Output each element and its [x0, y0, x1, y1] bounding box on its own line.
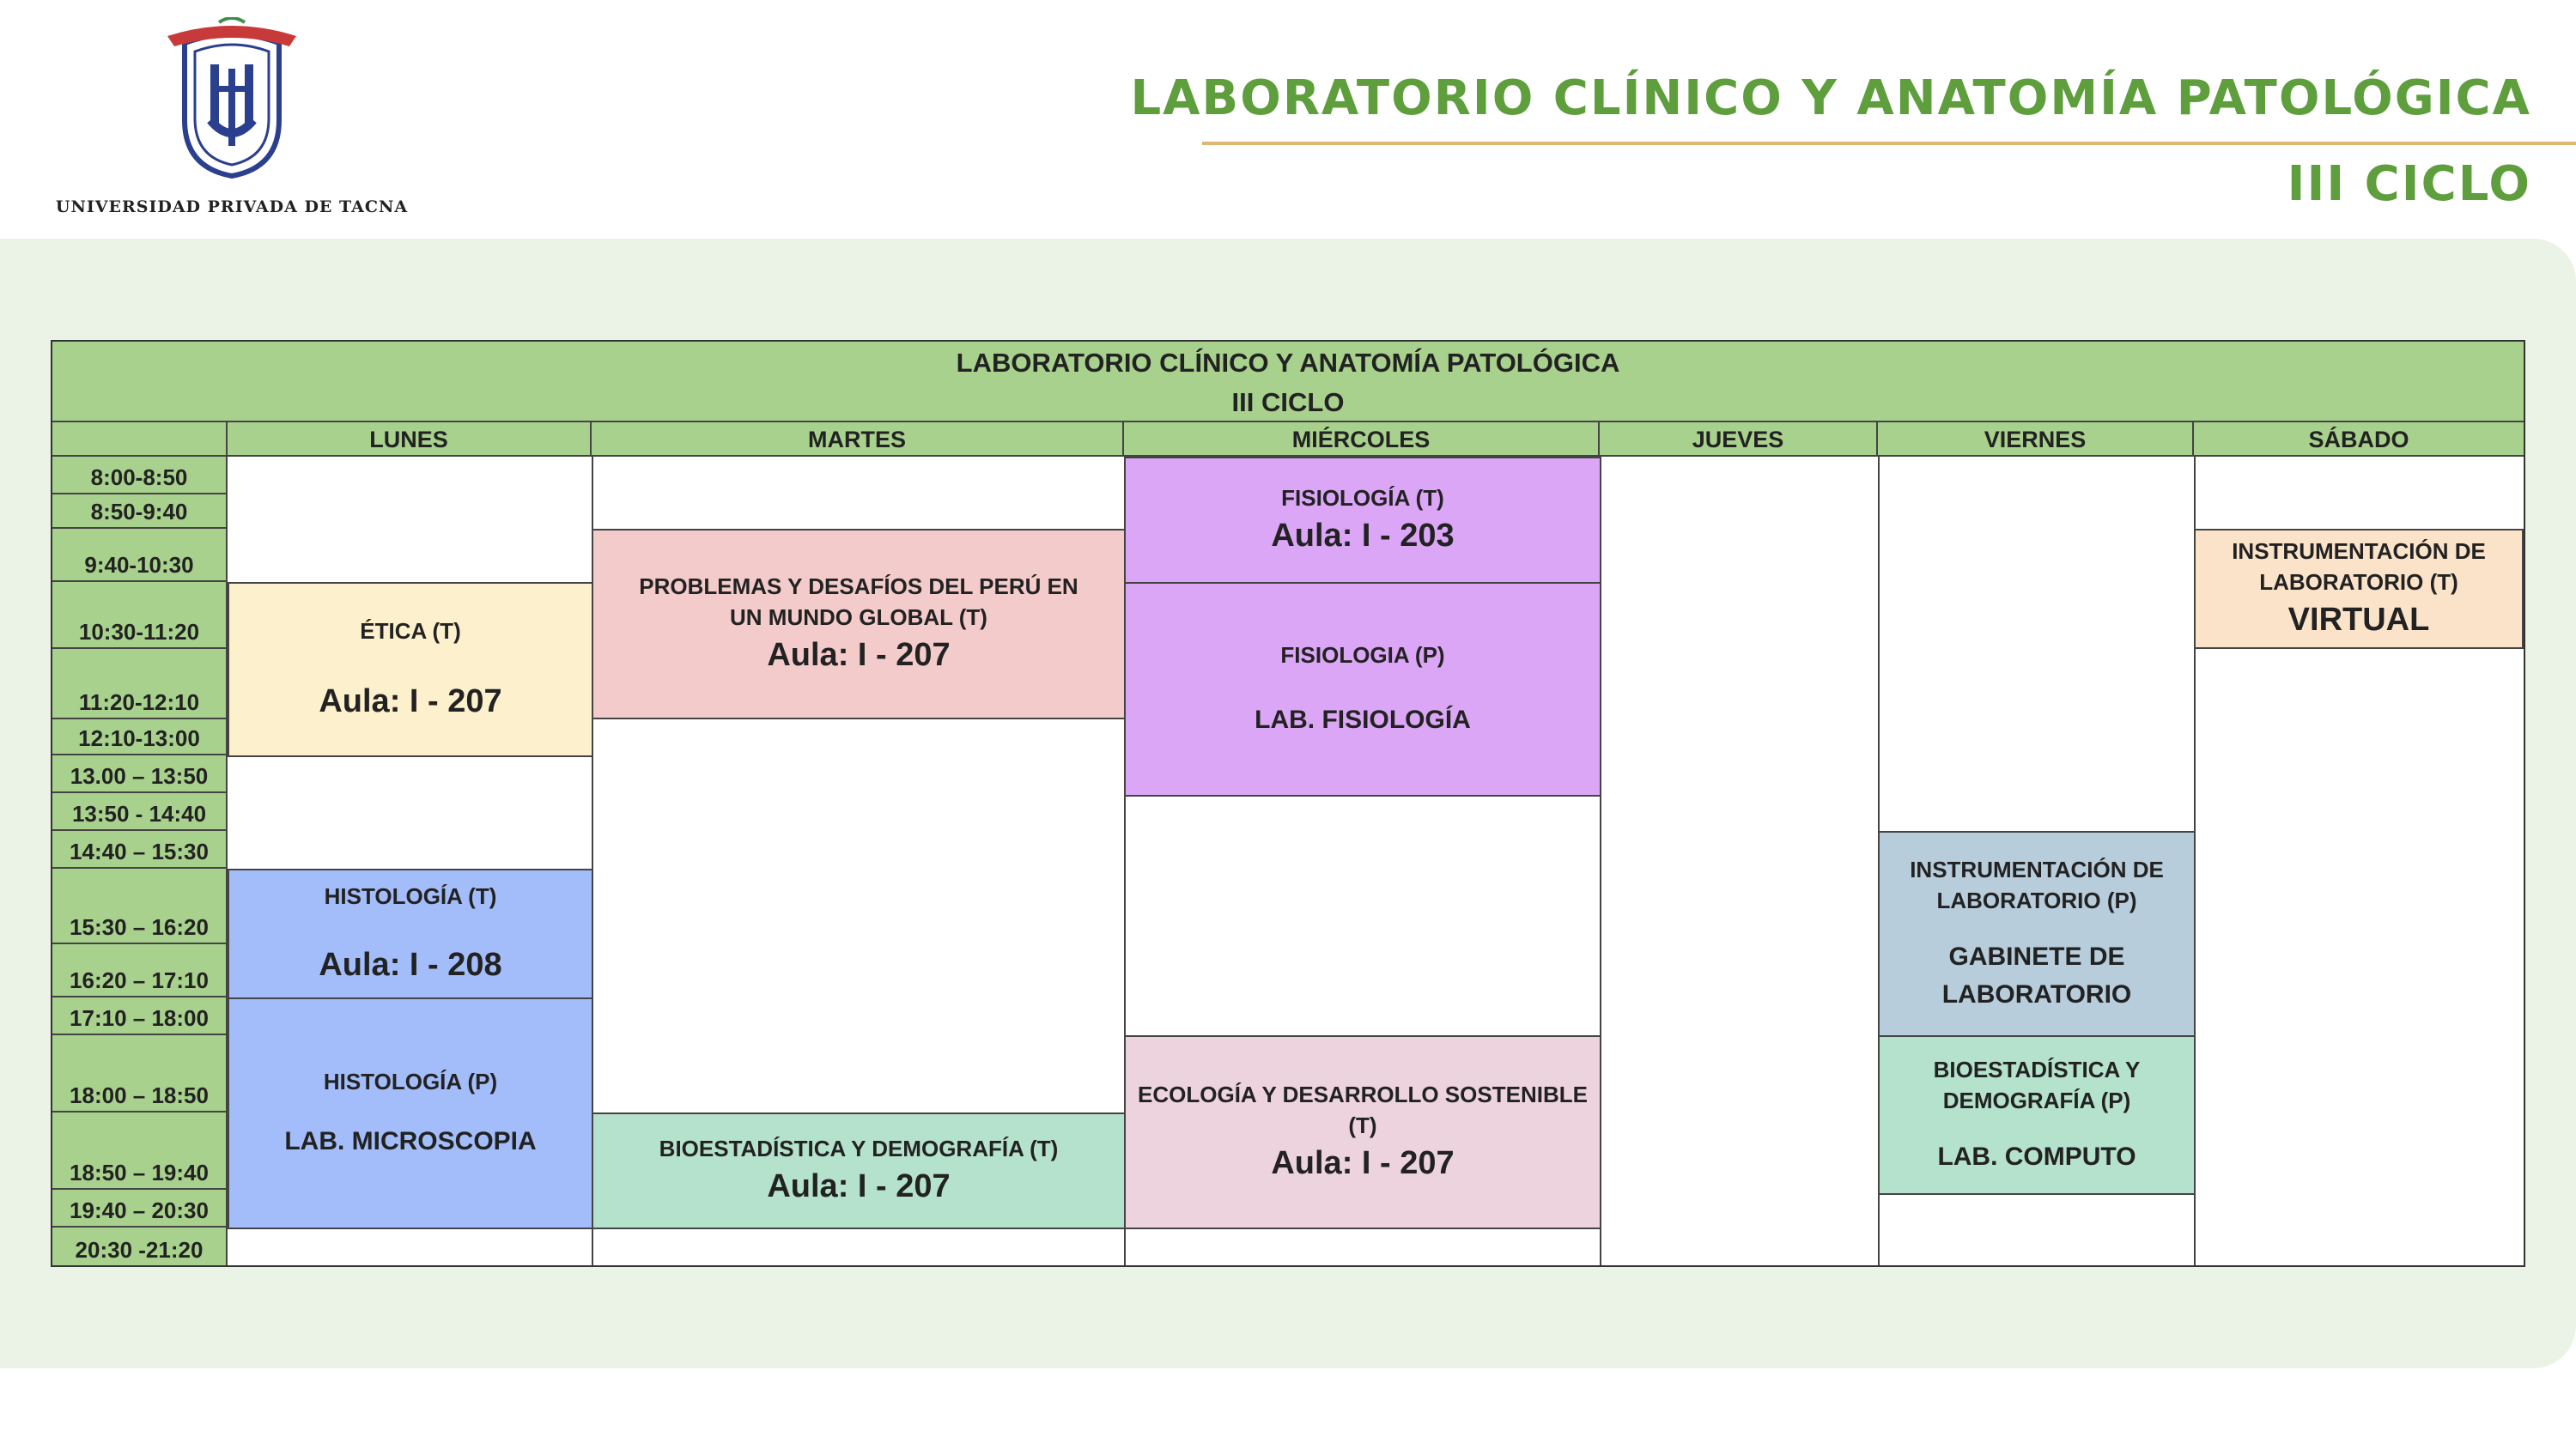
- class-block-etica[interactable]: [228, 582, 593, 757]
- university-name: UNIVERSIDAD PRIVADA DE TACNA: [55, 197, 409, 216]
- class-block-instrumentacion-p[interactable]: [1878, 831, 2196, 1037]
- time-slot: 19:40 – 20:30: [52, 1190, 228, 1228]
- schedule-subtitle: III CICLO: [1231, 387, 1345, 417]
- time-slot: 18:50 – 19:40: [52, 1113, 228, 1190]
- class-block-ecologia[interactable]: [1124, 1035, 1601, 1229]
- day-header: SÁBADO: [2194, 422, 2524, 457]
- day-header: MARTES: [592, 422, 1124, 457]
- class-block-histologia-t[interactable]: [228, 869, 593, 999]
- day-header: MIÉRCOLES: [1124, 422, 1600, 457]
- page-subtitle: III CICLO: [2287, 156, 2531, 212]
- course-room: Aula: I - 203: [1271, 518, 1455, 554]
- corner-cell: [52, 422, 228, 457]
- schedule-title: LABORATORIO CLÍNICO Y ANATOMÍA PATOLÓGICA: [956, 348, 1620, 378]
- class-block-bioestadistica-t[interactable]: [592, 1113, 1126, 1229]
- time-slot: 13.00 – 13:50: [52, 755, 228, 793]
- course-name: HISTOLOGÍA (P): [323, 1069, 498, 1094]
- class-block-fisiologia-t[interactable]: [1124, 457, 1601, 584]
- course-room: LAB. COMPUTO: [1937, 1143, 2136, 1171]
- course-name: BIOESTADÍSTICA Y DEMOGRAFÍA (P): [1933, 1057, 2141, 1113]
- course-room: GABINETE DE LABORATORIO: [1941, 943, 2132, 1009]
- time-slot: 10:30-11:20: [52, 582, 228, 649]
- class-block-histologia-p[interactable]: [228, 997, 593, 1229]
- header-divider: [1202, 142, 2576, 145]
- course-room: LAB. FISIOLOGÍA: [1255, 706, 1471, 734]
- time-slot: 8:00-8:50: [52, 457, 228, 494]
- university-logo: [52, 17, 412, 223]
- time-slot: 20:30 -21:20: [52, 1228, 228, 1265]
- day-header: VIERNES: [1878, 422, 2194, 457]
- time-slot: 16:20 – 17:10: [52, 944, 228, 997]
- course-room: VIRTUAL: [2287, 602, 2430, 638]
- time-slot: 9:40-10:30: [52, 529, 228, 582]
- course-name: ECOLOGÍA Y DESARROLLO SOSTENIBLE (T): [1138, 1082, 1588, 1138]
- schedule-table: [51, 340, 2525, 1267]
- day-header: LUNES: [228, 422, 592, 457]
- course-name: BIOESTADÍSTICA Y DEMOGRAFÍA (T): [659, 1136, 1059, 1161]
- time-slot: 8:50-9:40: [52, 494, 228, 529]
- class-block-bioestadistica-p[interactable]: [1878, 1035, 2196, 1195]
- shield-crest-icon: [167, 17, 296, 180]
- class-block-instrumentacion-t[interactable]: [2194, 529, 2524, 649]
- time-slot: 13:50 - 14:40: [52, 793, 228, 831]
- class-block-problemas[interactable]: [592, 529, 1126, 719]
- time-slot: 11:20-12:10: [52, 649, 228, 719]
- course-room: Aula: I - 207: [1271, 1145, 1455, 1181]
- course-room: LAB. MICROSCOPIA: [284, 1127, 537, 1155]
- course-name: FISIOLOGÍA (T): [1281, 485, 1444, 511]
- course-name: FISIOLOGIA (P): [1280, 642, 1445, 668]
- time-slot: 15:30 – 16:20: [52, 869, 228, 944]
- day-header: JUEVES: [1600, 422, 1878, 457]
- time-slot: 17:10 – 18:00: [52, 997, 228, 1035]
- time-slot: 14:40 – 15:30: [52, 831, 228, 869]
- course-room: Aula: I - 207: [767, 637, 951, 673]
- course-name: INSTRUMENTACIÓN DE LABORATORIO (T): [2232, 538, 2486, 595]
- course-name: INSTRUMENTACIÓN DE LABORATORIO (P): [1910, 857, 2164, 913]
- course-name: HISTOLOGÍA (T): [324, 883, 497, 909]
- course-name: ÉTICA (T): [360, 618, 461, 644]
- course-room: Aula: I - 207: [767, 1168, 951, 1204]
- course-room: Aula: I - 207: [319, 683, 502, 719]
- time-slot: 18:00 – 18:50: [52, 1035, 228, 1113]
- class-block-fisiologia-p[interactable]: [1124, 582, 1601, 797]
- page-title: LABORATORIO CLÍNICO Y ANATOMÍA PATOLÓGICA: [1130, 70, 2531, 126]
- schedule-title-band: [52, 342, 2524, 422]
- course-name: PROBLEMAS Y DESAFÍOS DEL PERÚ EN UN MUNDO GLOBAL (T): [639, 573, 1078, 630]
- time-slot: 12:10-13:00: [52, 719, 228, 755]
- course-room: Aula: I - 208: [319, 947, 502, 983]
